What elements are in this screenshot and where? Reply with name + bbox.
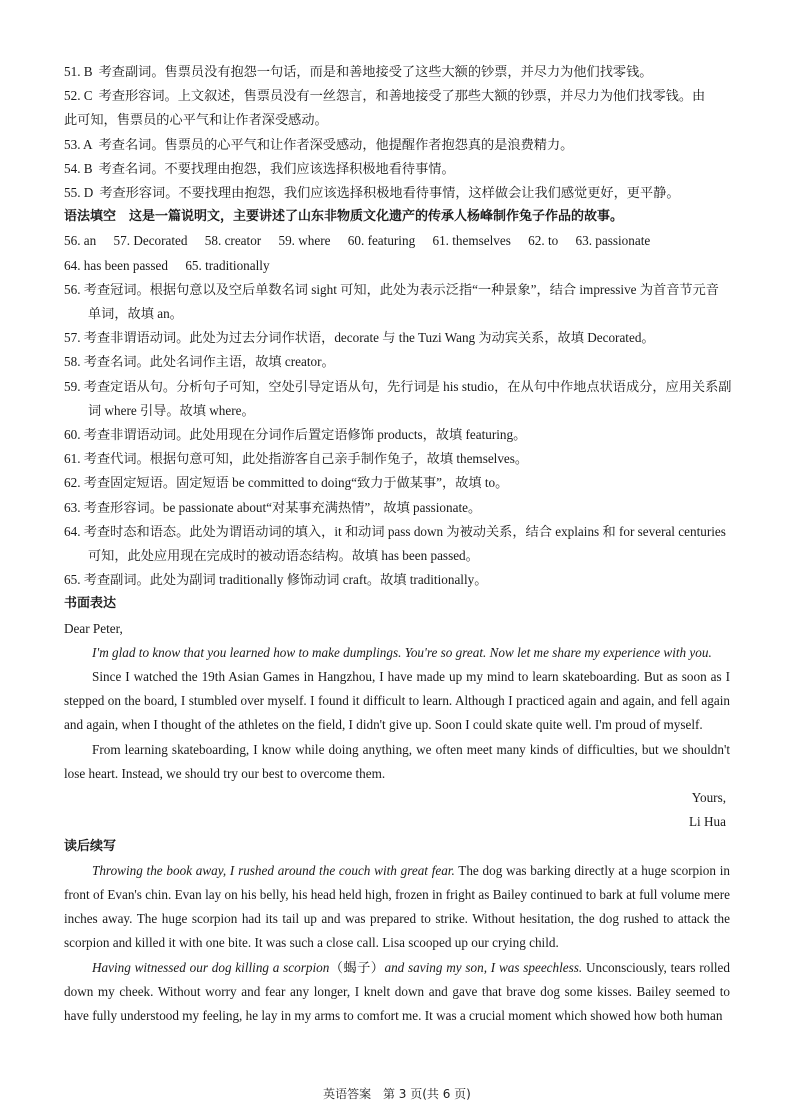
page-footer bbox=[0, 1085, 794, 1102]
fill-57: 57. Decorated bbox=[113, 233, 188, 249]
continuation-heading: 读后续写 bbox=[64, 838, 117, 854]
continuation-p2-body: Unconsciously, tears rolled down my cheek. Without worry and fear any longer, I knelt down and gave that brave dog some kisses. Bailey seemed to have fully understood my feeling, he lay in my arms to comfort me. It was a crucial moment which showed how both human bbox=[64, 959, 731, 1023]
letter-closing: Yours, bbox=[691, 790, 726, 806]
fill-60: 60. featuring bbox=[347, 233, 416, 249]
letter-signature: Li Hua bbox=[689, 814, 726, 830]
continuation-p1-opening: Throwing the book away, I rushed around the couch with great fear. bbox=[92, 862, 455, 878]
answer-55: 55. D 考查形容词。不要找理由抱怨，我们应该选择积极地看待事情，这样做会让我们感觉更好，更平静。 bbox=[64, 185, 680, 201]
footer-page-number: 第 3 页(共 6 页) bbox=[382, 1087, 471, 1101]
continuation-p2-paren: （蝎子） bbox=[329, 959, 385, 975]
answer-53: 53. A 考查名词。售票员的心平气和让作者深受感动，他提醒作者抱怨真的是浪费精力。 bbox=[64, 136, 574, 152]
fill-61: 61. themselves bbox=[432, 233, 511, 249]
explanation-59-cont: 词 where 引导。故填 where。 bbox=[88, 402, 255, 418]
continuation-p1-body: The dog was barking directly at a huge scorpion in front of Evan's chin. Evan lay on his belly, his head held high, frozen in fright as Bailey continued to bark at full volume mere inches away. The huge scorpion had its tail up and was prepared to strike. Without hesitation, the dog rushed to attack the scorpion and killed it with one bite. It was such a close call. Lisa scooped up our crying child. bbox=[64, 862, 731, 951]
letter-salutation: Dear Peter, bbox=[64, 620, 123, 636]
grammar-explanations bbox=[64, 278, 730, 593]
grammar-fills-row-1 bbox=[64, 229, 730, 253]
grammar-fills-row-2 bbox=[64, 254, 730, 278]
answer-52-cont: 此可知，售票员的心平气和让作者深受感动。 bbox=[64, 112, 328, 128]
explanation-61: 61. 考查代词。根据句意可知，此处指游客自己亲手制作兔子，故填 themselves。 bbox=[64, 451, 529, 467]
answer-52: 52. C 考查形容词。上文叙述，售票员没有一丝怨言，和善地接受了那些大额的钞票，并尽力为他们找零钱。由 bbox=[64, 88, 706, 104]
explanation-65: 65. 考查副词。此处为副词 traditionally 修饰动词 craft。故填 traditionally。 bbox=[64, 572, 488, 588]
letter-paragraph-1: I'm glad to know that you learned how to make dumplings. You're so great. Now let me share my experience with you. bbox=[92, 644, 712, 660]
answer-page bbox=[64, 60, 730, 1028]
letter-paragraph-3: From learning skateboarding, I know while doing anything, we often meet many kinds of difficulties, but we shouldn't lose heart. Instead, we should try our best to overcome them. bbox=[64, 741, 730, 781]
explanation-64: 64. 考查时态和语态。此处为谓语动词的填入，it 和动词 pass down 为被动关系，结合 explains 和 for several centuries bbox=[64, 523, 726, 539]
explanation-62: 62. 考查固定短语。固定短语 be committed to doing“致力于做某事”，故填 to。 bbox=[64, 475, 509, 491]
explanation-58: 58. 考查名词。此处名词作主语，故填 creator。 bbox=[64, 354, 335, 370]
fill-65: 65. traditionally bbox=[185, 257, 270, 273]
continuation-paragraph-2 bbox=[64, 956, 730, 1029]
writing-heading: 书面表达 bbox=[64, 596, 117, 612]
explanation-57: 57. 考查非谓语动词。此处为过去分词作状语，decorate 与 the Tuzi Wang 为动宾关系，故填 Decorated。 bbox=[64, 330, 655, 346]
grammar-heading: 语法填空 这是一篇说明文，主要讲述了山东非物质文化遗产的传承人杨峰制作兔子作品的故事。 bbox=[64, 209, 624, 225]
fill-64: 64. has been passed bbox=[64, 257, 169, 273]
answer-54: 54. B 考查名词。不要找理由抱怨，我们应该选择积极地看待事情。 bbox=[64, 160, 455, 176]
footer-subject: 英语答案 bbox=[323, 1087, 372, 1101]
explanation-59: 59. 考查定语从句。分析句子可知，空处引导定语从句，先行词是 his studio，在从句中作地点状语成分，应用关系副 bbox=[64, 378, 732, 394]
explanation-56: 56. 考查冠词。根据句意以及空后单数名词 sight 可知，此处为表示泛指“一种景象”，结合 impressive 为首音节元音 bbox=[64, 281, 719, 297]
reading-answers bbox=[64, 60, 730, 205]
fill-59: 59. where bbox=[278, 233, 331, 249]
fill-58: 58. creator bbox=[204, 233, 262, 249]
continuation-p2-opening-b: and saving my son, I was speechless. bbox=[384, 959, 583, 975]
explanation-63: 63. 考查形容词。be passionate about“对某事充满热情”，故填 passionate。 bbox=[64, 499, 482, 515]
continuation-paragraph-1 bbox=[64, 859, 730, 956]
explanation-60: 60. 考查非谓语动词。此处用现在分词作后置定语修饰 products，故填 featuring。 bbox=[64, 427, 527, 443]
continuation-p2-opening-a: Having witnessed our dog killing a scorpion bbox=[92, 959, 330, 975]
fill-56: 56. an bbox=[64, 233, 97, 249]
fill-62: 62. to bbox=[528, 233, 559, 249]
explanation-64-cont: 可知，此处应用现在完成时的被动语态结构。故填 has been passed。 bbox=[88, 548, 479, 564]
answer-51: 51. B 考查副词。售票员没有抱怨一句话，而是和善地接受了这些大额的钞票，并尽力为他们找零钱。 bbox=[64, 64, 653, 79]
explanation-56-cont: 单词，故填 an。 bbox=[88, 306, 183, 322]
letter-paragraph-2: Since I watched the 19th Asian Games in Hangzhou, I have made up my mind to learn skateboarding. But as soon as I stepped on the board, I stumbled over myself. I found it difficult to learn. Although I practiced again and again, and fell again and again, when I thought of the athletes on the field, I didn't give up. Soon I could skate quite well. I'm proud of myself. bbox=[64, 669, 730, 733]
fill-63: 63. passionate bbox=[575, 233, 651, 249]
